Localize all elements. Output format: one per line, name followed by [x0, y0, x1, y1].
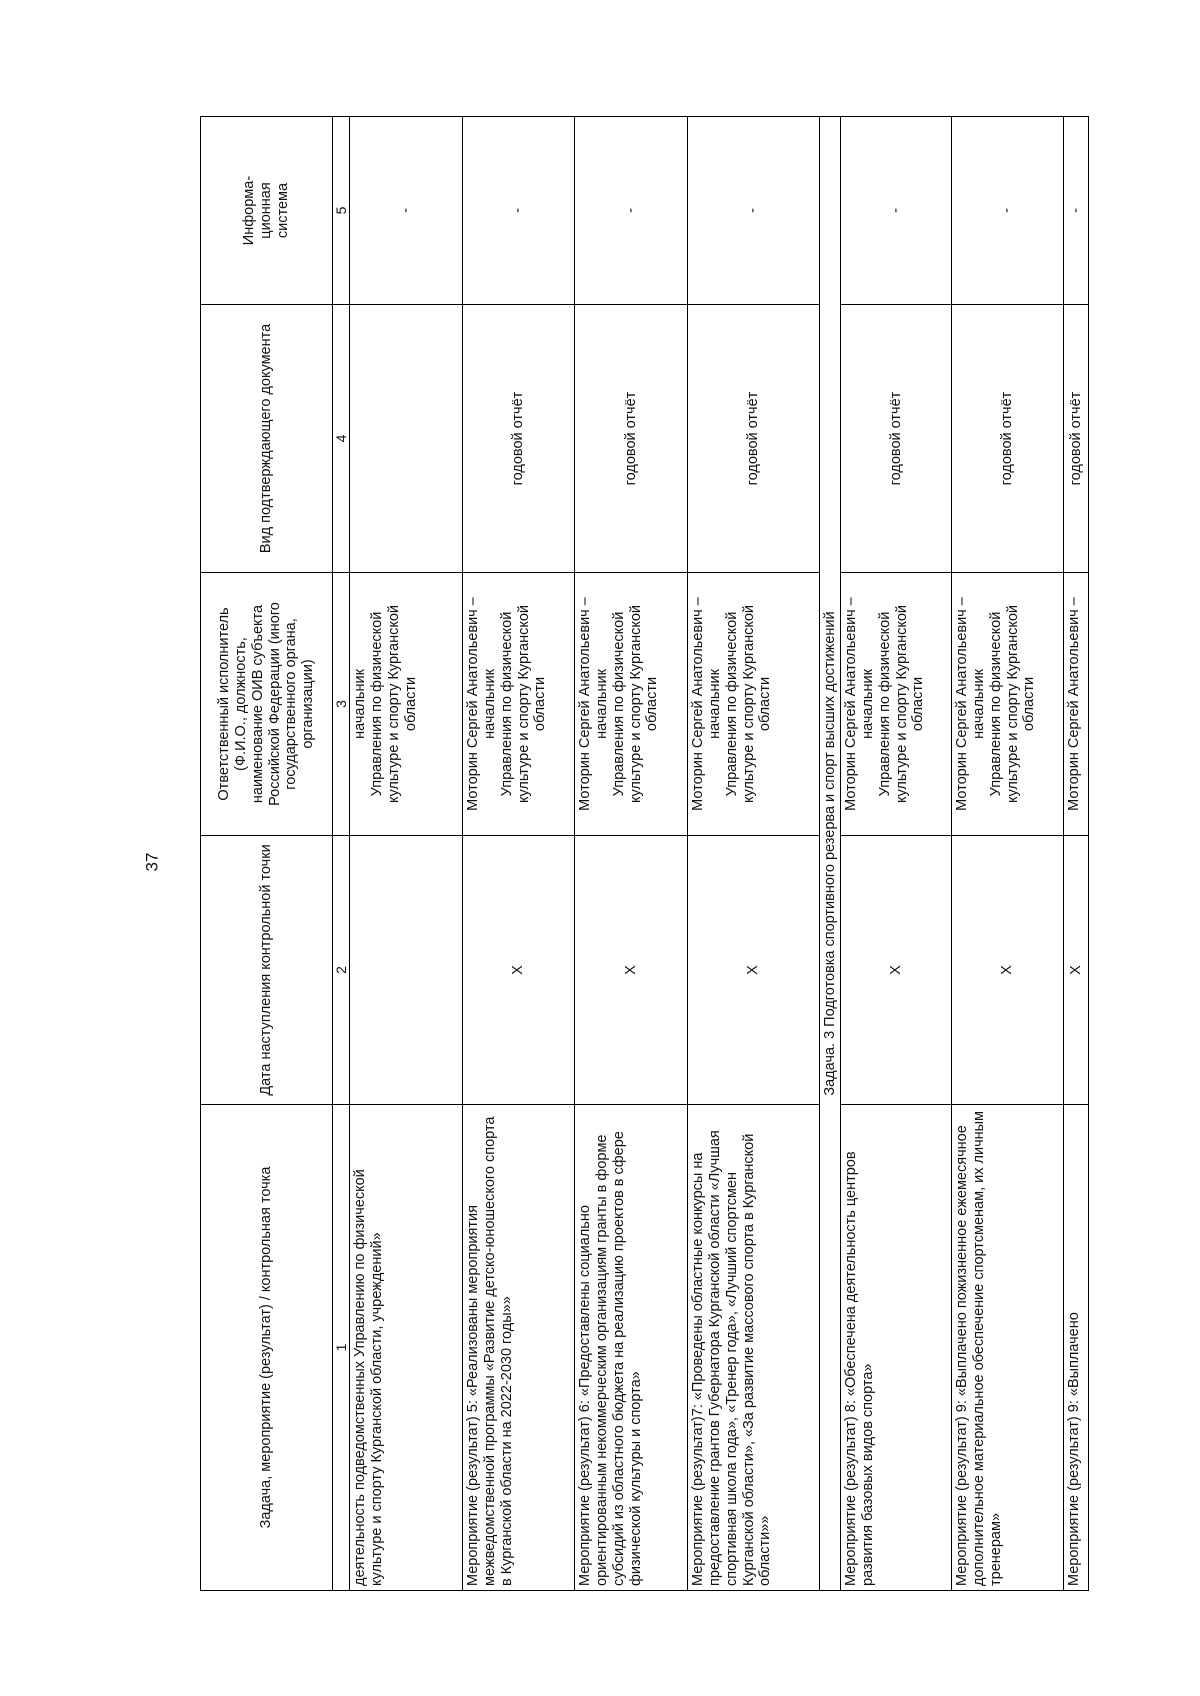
column-number: 5: [333, 117, 350, 305]
row-executor-line: области: [757, 676, 774, 732]
header-task: Задача, мероприятие (результат) / контрольная точка: [201, 1105, 333, 1591]
row-system: -: [1064, 117, 1089, 305]
row-executor-line: области: [644, 676, 661, 732]
row-task: Мероприятие (результат) 6: «Предоставлены социально ориентированным некоммерческим организациям гранты в форме субсидий из областного бюджета на реализацию проектов в сфере физической культуры и спорта»: [575, 1105, 688, 1591]
table-row: [688, 117, 820, 1591]
header-system-line: система: [274, 182, 291, 239]
row-executor-line: культуре и спорту Курганской: [515, 604, 532, 804]
row-executor: [952, 573, 1064, 836]
row-executor: [841, 573, 952, 836]
header-document: Вид подтверждающего документа: [201, 305, 333, 573]
row-executor-line: Управления по физической: [498, 611, 515, 797]
row-document: годовой отчёт: [1064, 305, 1089, 573]
task-title: Задача. 3 Подготовка спортивного резерва и спорт высших достижений: [820, 117, 841, 1591]
row-date: X: [1064, 836, 1089, 1105]
row-executor-line: культуре и спорту Курганской: [627, 604, 644, 804]
table-row: [952, 117, 1064, 1591]
row-executor-line: Моторин Сергей Анатольевич –: [843, 597, 860, 811]
row-executor-line: Моторин Сергей Анатольевич –: [954, 597, 971, 811]
row-system: -: [952, 117, 1064, 305]
row-task: деятельность подведомственных Управлению по физической культуре и спорту Курганской области, учреждений»: [350, 1105, 463, 1591]
row-executor-line: начальник: [482, 669, 499, 739]
header-system: [201, 117, 333, 305]
row-executor-line: Управления по физической: [369, 611, 386, 797]
row-system: -: [350, 117, 463, 305]
row-task: Мероприятие (результат) 9: «Выплачено пожизненное ежемесячное дополнительное материальное обеспечение спортсменам, их личным тренерам»: [952, 1105, 1064, 1591]
row-system: -: [688, 117, 820, 305]
header-system-line: ционная: [258, 182, 275, 239]
row-executor-line: области: [1021, 676, 1038, 732]
row-document: годовой отчёт: [952, 305, 1064, 573]
header-executor-line: Ответственный исполнитель: [216, 607, 233, 801]
row-executor-line: культуре и спорту Курганской: [740, 604, 757, 804]
header-date: Дата наступления контрольной точки: [201, 836, 333, 1105]
row-executor: [575, 573, 688, 836]
task-row: [820, 117, 841, 1591]
row-date: X: [841, 836, 952, 1105]
row-executor-line: культуре и спорту Курганской: [385, 604, 402, 804]
row-executor-line: начальник: [860, 669, 877, 739]
table-row: [575, 117, 688, 1591]
column-number: 4: [333, 305, 350, 573]
row-executor-line: Моторин Сергей Анатольевич –: [465, 597, 482, 811]
header-executor-line: (Ф.И.О., должность,: [232, 637, 249, 771]
header-system-line: Информа-: [241, 175, 258, 246]
row-task: Мероприятие (результат) 8: «Обеспечена деятельность центров развития базовых видов спорта»: [841, 1105, 952, 1591]
header-executor-line: Российской Федерации (иного: [266, 602, 283, 806]
header-executor-line: наименование ОИВ субъекта: [249, 604, 266, 804]
table-row: [1064, 117, 1089, 1591]
table-row: [463, 117, 575, 1591]
row-executor-line: Управления по физической: [987, 611, 1004, 797]
control-points-table: [200, 116, 1089, 1591]
row-date: X: [463, 836, 575, 1105]
row-task: Мероприятие (результат) 9: «Выплачено: [1064, 1105, 1089, 1591]
row-executor-line: Моторин Сергей Анатольевич –: [577, 597, 594, 811]
header-executor: [201, 573, 333, 836]
row-executor-line: начальник: [707, 669, 724, 739]
row-system: -: [841, 117, 952, 305]
rotated-table-container: [200, 117, 1086, 1591]
table-header-row: [201, 117, 333, 1591]
row-executor-line: Моторин Сергей Анатольевич –: [690, 597, 707, 811]
header-executor-line: организации): [300, 659, 317, 749]
row-executor-line: Управления по физической: [610, 611, 627, 797]
row-executor-line: области: [910, 676, 927, 732]
row-date: X: [575, 836, 688, 1105]
row-executor: [688, 573, 820, 836]
row-executor-line: культуре и спорту Курганской: [893, 604, 910, 804]
row-date: [350, 836, 463, 1105]
row-task: Мероприятие (результат) 5: «Реализованы мероприятия межведомственной программы «Развитие детско-юношеского спорта в Курганской области на 2022-2030 годы»»: [463, 1105, 575, 1591]
column-numbers-row: [333, 117, 350, 1591]
row-executor-line: области: [532, 676, 549, 732]
column-number: 1: [333, 1105, 350, 1591]
row-executor-line: начальник: [594, 669, 611, 739]
row-task: Мероприятие (результат)7: «Проведены областные конкурсы на предоставление грантов Губернатора Курганской области «Лучшая спортивная школа года», «Тренер года», «Лучший спортсмен Курганской области», «За развитие массового спорта в Курганской области»»: [688, 1105, 820, 1591]
row-document: годовой отчёт: [841, 305, 952, 573]
row-executor-line: области: [402, 676, 419, 732]
row-executor-line: Управления по физической: [723, 611, 740, 797]
row-executor: [1064, 573, 1089, 836]
row-executor-line: начальник: [971, 669, 988, 739]
page-number: 37: [142, 852, 162, 872]
row-document: [350, 305, 463, 573]
row-executor-line: культуре и спорту Курганской: [1004, 604, 1021, 804]
row-date: X: [688, 836, 820, 1105]
table-row: [841, 117, 952, 1591]
row-document: годовой отчёт: [575, 305, 688, 573]
row-executor: [463, 573, 575, 836]
table-row: [350, 117, 463, 1591]
row-document: годовой отчёт: [688, 305, 820, 573]
row-executor-line: начальник: [352, 669, 369, 739]
column-number: 3: [333, 573, 350, 836]
row-date: X: [952, 836, 1064, 1105]
header-executor-line: государственного органа,: [283, 618, 300, 790]
row-executor: [350, 573, 463, 836]
row-executor-line: Управления по физической: [876, 611, 893, 797]
row-system: -: [575, 117, 688, 305]
row-executor-line: Моторин Сергей Анатольевич –: [1066, 597, 1083, 811]
column-number: 2: [333, 836, 350, 1105]
row-system: -: [463, 117, 575, 305]
row-document: годовой отчёт: [463, 305, 575, 573]
